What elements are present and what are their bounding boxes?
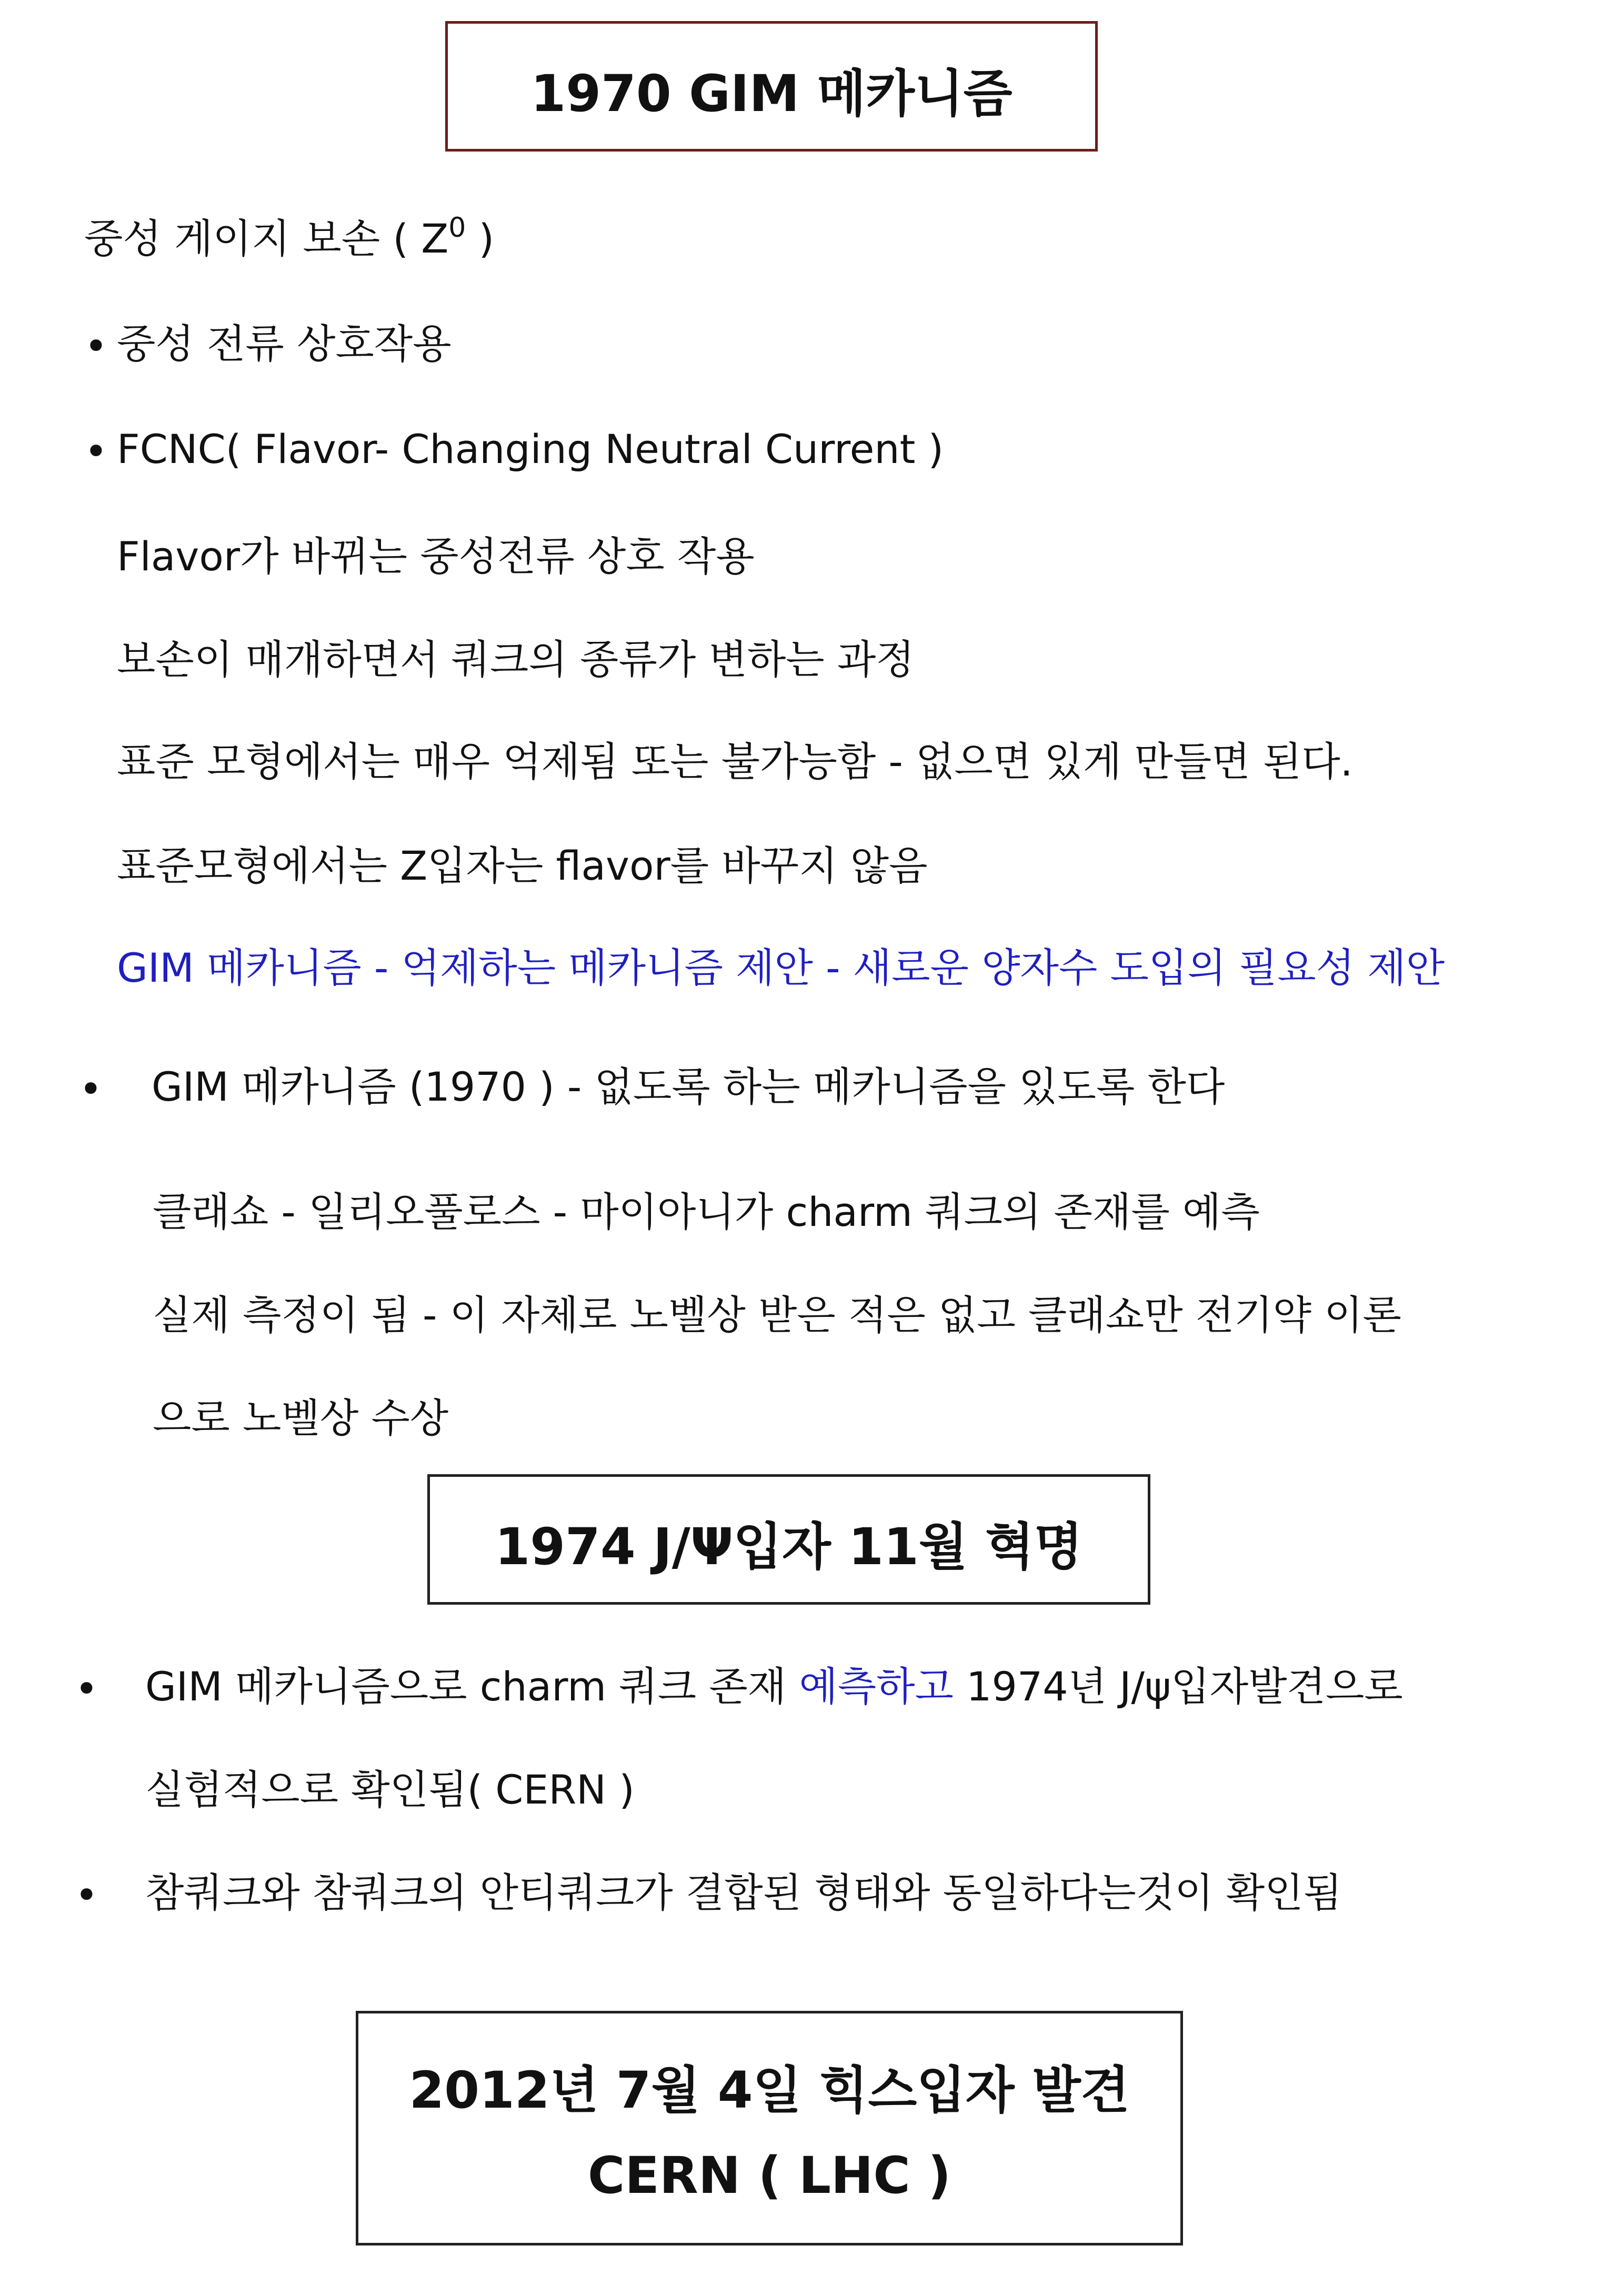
bullet-marker: • [75, 1665, 98, 1712]
charm-text-after: 1974년 J/ψ입자발견으로 [953, 1663, 1403, 1710]
section3-title-box [356, 2011, 1183, 2245]
section2-title: 1974 J/Ψ입자 11월 혁명 [495, 1517, 1083, 1577]
section1-title-box [445, 21, 1098, 152]
sub-line: 클래쇼 - 일리오풀로스 - 마이아니가 charm 쿼크의 존재를 예측 [153, 1189, 1260, 1235]
sub-line: 으로 노벨상 수상 [153, 1395, 449, 1442]
heading-superscript: 0 [448, 212, 466, 244]
bullet-charm-discovery [145, 1663, 1403, 1710]
bullet-neutral-current: 중성 전류 상호작용 [117, 320, 452, 367]
higgs-discovery-title: 2012년 7월 4일 힉스입자 발견 [409, 2061, 1130, 2120]
bullet-marker: • [84, 323, 108, 369]
cern-lhc-title: CERN ( LHC ) [587, 2146, 951, 2205]
bullet-marker: • [75, 1871, 98, 1918]
section1-title: 1970 GIM 메카니즘 [530, 64, 1013, 124]
bullet-charmonium: 참쿼크와 참쿼크의 안티쿼크가 결합된 형태와 동일하다는것이 확인됨 [145, 1869, 1342, 1916]
bullet-marker: • [84, 428, 108, 475]
text-line: Flavor가 바뀌는 중성전류 상호 작용 [117, 533, 755, 580]
text-line: 표준 모형에서는 매우 억제됨 또는 불가능함 - 없으면 있게 만들면 된다. [117, 738, 1353, 785]
predicted-highlight: 예측하고 [799, 1663, 954, 1710]
charm-text-before: GIM 메카니즘으로 charm 쿼크 존재 [145, 1663, 799, 1710]
text-line: 보손이 매개하면서 쿼크의 종류가 변하는 과정 [117, 636, 915, 683]
bullet-fcnc: FCNC( Flavor- Changing Neutral Current ) [117, 426, 944, 472]
heading-close: ) [466, 215, 495, 262]
text-line: 표준모형에서는 Z입자는 flavor를 바꾸지 않음 [117, 842, 928, 889]
bullet-gim-1970: GIM 메카니즘 (1970 ) - 없도록 하는 메카니즘을 있도록 한다 [152, 1063, 1225, 1110]
bullet-charm-continuation: 실험적으로 확인됨( CERN ) [145, 1766, 635, 1813]
section2-title-box [427, 1474, 1150, 1605]
sub-line: 실제 측정이 됨 - 이 자체로 노벨상 받은 적은 없고 클래쇼만 전기약 이론 [153, 1292, 1401, 1338]
neutral-gauge-boson-heading [84, 212, 495, 263]
bullet-marker: • [79, 1065, 103, 1112]
gim-proposal-line: GIM 메카니즘 - 억제하는 메카니즘 제안 - 새로운 양자수 도입의 필요성 제안 [117, 944, 1445, 991]
heading-text: 중성 게이지 보손 ( Z [84, 215, 449, 262]
